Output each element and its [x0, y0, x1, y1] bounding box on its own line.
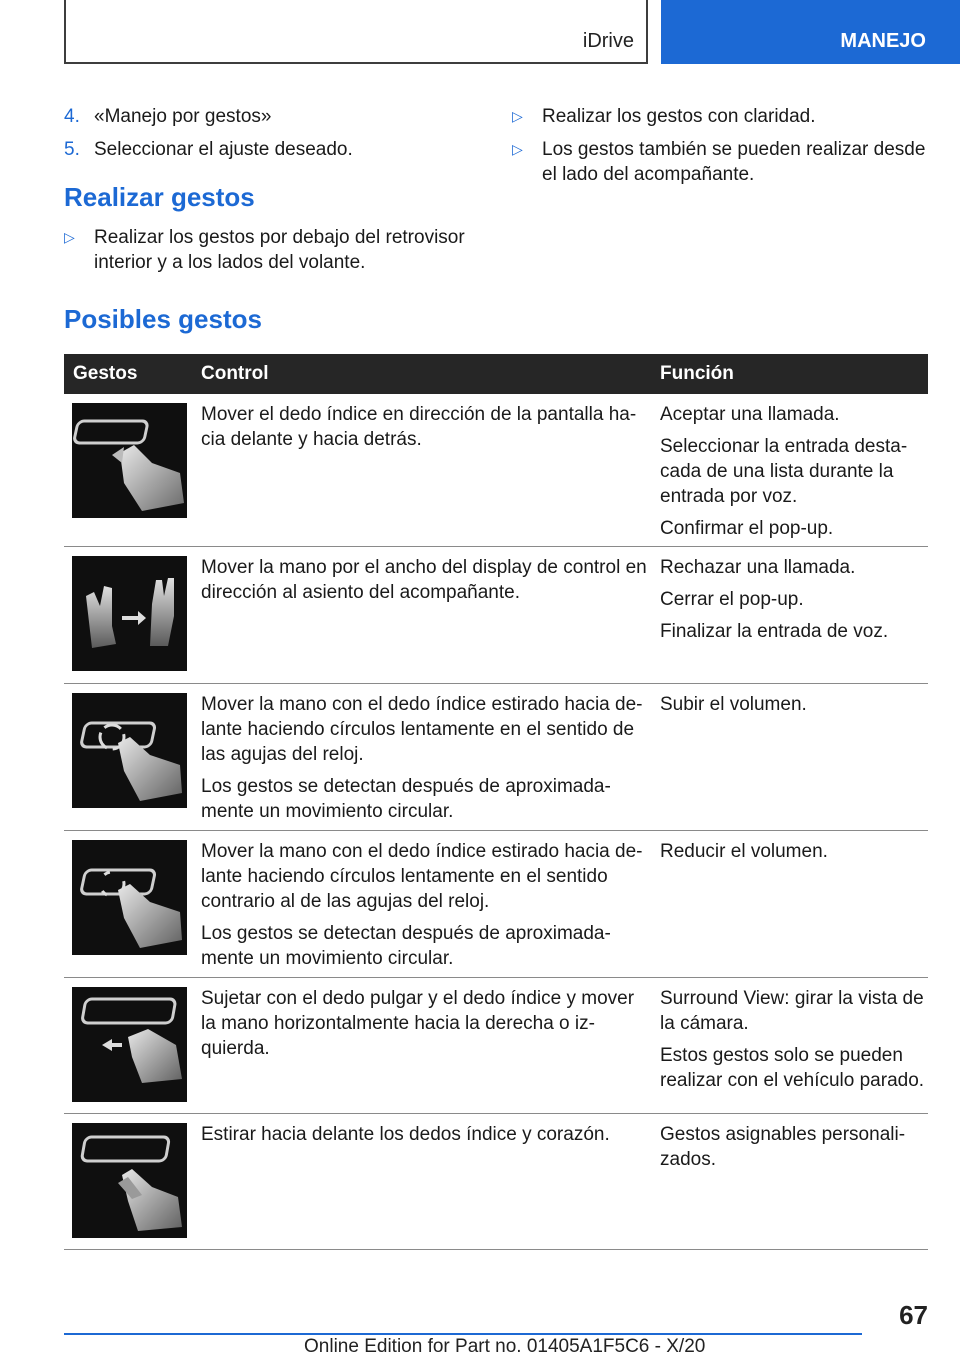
control-text: Mover el dedo índice en dirección de la pantalla ha-cia delante y hacia detrás. [201, 404, 637, 450]
control-cell [201, 1122, 649, 1154]
function-cell [660, 692, 925, 724]
bullet-text: Realizar los gestos por debajo del retrovisor interior y a los lados del volante. [94, 227, 465, 273]
control-text: Los gestos se detectan después de aproximada-mente un movimiento circular. [201, 776, 611, 822]
column-header-funcion: Función [660, 363, 734, 384]
point-forward-back-gesture-icon [72, 403, 187, 518]
bullet-text: Realizar los gestos con claridad. [542, 106, 816, 127]
function-text: Aceptar una llamada. [660, 404, 840, 425]
table-row [64, 684, 928, 831]
control-text: Sujetar con el dedo pulgar y el dedo índice y mover la mano horizontalmente hacia la derecha o iz-quierda. [201, 988, 635, 1059]
function-text: Finalizar la entrada de voz. [660, 621, 889, 642]
function-cell [660, 986, 925, 1100]
footer-edition-text: Online Edition for Part no. 01405A1F5C6 - X/20 [304, 1336, 706, 1357]
table-row [64, 978, 928, 1114]
bullet-item [512, 137, 932, 187]
swipe-hand-gesture-icon [72, 556, 187, 671]
control-text: Mover la mano con el dedo índice estirado hacia de-lante haciendo círculos lentamente en el sentido de las agujas del reloj. [201, 694, 643, 765]
gestures-table [64, 354, 928, 1250]
control-cell [201, 839, 649, 978]
section-heading-realizar-gestos: Realizar gestos [64, 182, 255, 212]
header-section-box [64, 0, 648, 64]
control-text: Los gestos se detectan después de aproximada-mente un movimiento circular. [201, 923, 611, 969]
function-text: Gestos asignables personali-zados. [660, 1124, 906, 1170]
control-text: Mover la mano por el ancho del display de control en dirección al asiento del acompañante. [201, 557, 647, 603]
table-row [64, 831, 928, 978]
function-text: Estos gestos solo se pueden realizar con el vehículo parado. [660, 1045, 925, 1091]
function-cell [660, 402, 925, 548]
two-finger-forward-gesture-icon [72, 1123, 187, 1238]
function-cell [660, 1122, 925, 1179]
control-cell [201, 555, 649, 612]
bullet-item [64, 225, 474, 275]
circle-clockwise-gesture-icon [72, 693, 187, 808]
triangle-bullet-icon: ▷ [512, 141, 523, 157]
column-header-control: Control [201, 363, 269, 384]
function-cell [660, 555, 925, 651]
left-column [64, 104, 474, 283]
step-number: 5. [64, 139, 80, 160]
function-text: Rechazar una llamada. [660, 557, 856, 578]
footer-divider [64, 1333, 862, 1335]
step-number: 4. [64, 106, 80, 127]
function-text: Reducir el volumen. [660, 841, 828, 862]
triangle-bullet-icon: ▷ [512, 108, 523, 124]
function-text: Subir el volumen. [660, 694, 807, 715]
control-cell [201, 986, 649, 1068]
right-column [512, 104, 932, 195]
table-row [64, 547, 928, 684]
section-heading-posibles-gestos: Posibles gestos [64, 304, 262, 334]
function-text: Cerrar el pop-up. [660, 589, 804, 610]
control-text: Mover la mano con el dedo índice estirado hacia de-lante haciendo círculos lentamente en el sentido contrario al de las agujas del reloj. [201, 841, 643, 912]
function-cell [660, 839, 925, 871]
control-cell [201, 692, 649, 831]
step-item [64, 137, 474, 162]
bullet-text: Los gestos también se pueden realizar desde el lado del acompañante. [542, 139, 926, 185]
step-text: Seleccionar el ajuste deseado. [94, 139, 353, 160]
control-text: Estirar hacia delante los dedos índice y corazón. [201, 1124, 610, 1145]
control-cell [201, 402, 649, 459]
header-section-label: iDrive [582, 30, 634, 52]
pinch-rotate-gesture-icon [72, 987, 187, 1102]
column-header-gestos: Gestos [73, 363, 138, 384]
function-text: Seleccionar la entrada desta-cada de una lista durante la entrada por voz. [660, 436, 908, 507]
bullet-item [512, 104, 932, 129]
table-row [64, 1114, 928, 1250]
table-row [64, 394, 928, 547]
step-item [64, 104, 474, 129]
header-chapter-tab: MANEJO [661, 0, 960, 64]
circle-counterclockwise-gesture-icon [72, 840, 187, 955]
step-text: «Manejo por gestos» [94, 106, 272, 127]
table-header [64, 354, 928, 394]
triangle-bullet-icon: ▷ [64, 229, 75, 245]
function-text: Surround View: girar la vista de la cámara. [660, 988, 924, 1034]
function-text: Confirmar el pop-up. [660, 518, 834, 539]
page-number: 67 [899, 1300, 928, 1330]
